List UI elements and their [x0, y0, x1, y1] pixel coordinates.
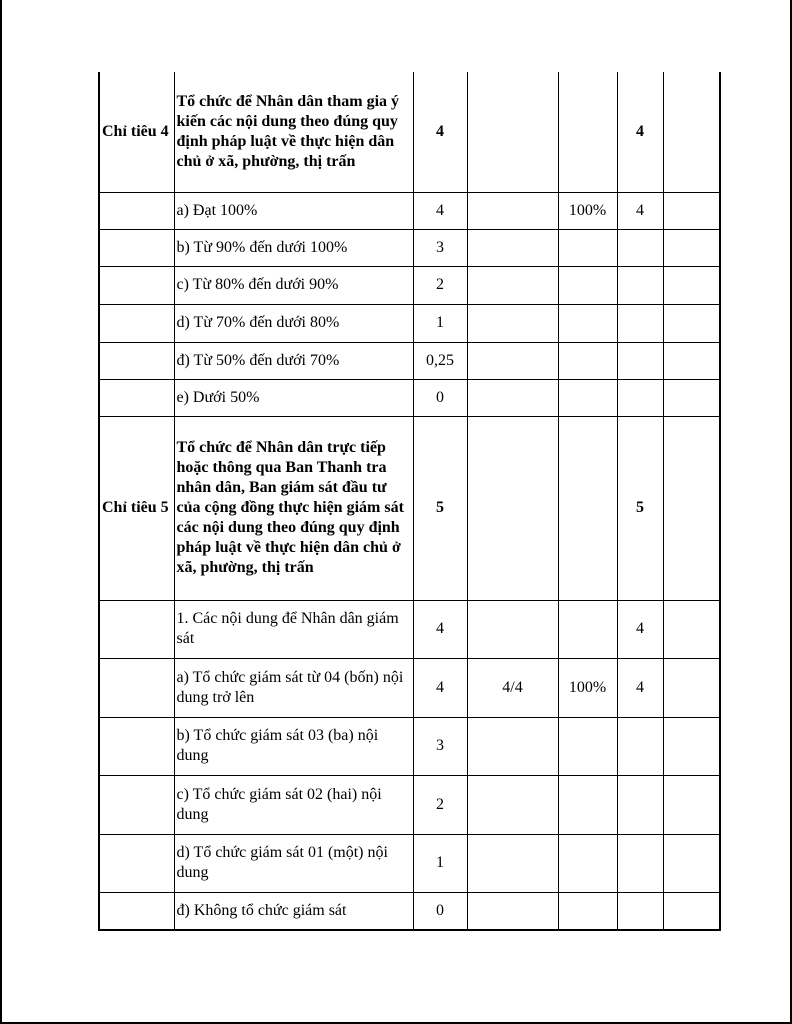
- table-row: [99, 342, 720, 379]
- table-row: [99, 229, 720, 266]
- criterion-description: Tổ chức để Nhân dân tham gia ý kiến các nội dung theo đúng quy định pháp luật về thực hiện dân chủ ở xã, phường, thị trấn: [174, 72, 413, 192]
- criterion-description: d) Tổ chức giám sát 01 (một) nội dung: [174, 834, 413, 892]
- result-cell: [467, 72, 558, 192]
- score-cell: 4: [617, 600, 663, 658]
- table-row: [99, 266, 720, 304]
- note-cell: [663, 342, 720, 379]
- criterion-label: Chỉ tiêu 4: [99, 72, 174, 192]
- result-cell: [467, 416, 558, 600]
- score-cell: [617, 717, 663, 775]
- score-cell: [617, 229, 663, 266]
- rate-cell: [558, 379, 617, 416]
- criterion-description: 1. Các nội dung để Nhân dân giám sát: [174, 600, 413, 658]
- criterion-label: [99, 600, 174, 658]
- criterion-label: [99, 717, 174, 775]
- result-cell: [467, 600, 558, 658]
- max-score-cell: 4: [413, 192, 467, 229]
- rate-cell: [558, 775, 617, 834]
- criterion-label: [99, 658, 174, 717]
- result-cell: [467, 379, 558, 416]
- criterion-label: [99, 775, 174, 834]
- max-score-cell: 1: [413, 304, 467, 342]
- note-cell: [663, 72, 720, 192]
- note-cell: [663, 892, 720, 930]
- note-cell: [663, 600, 720, 658]
- note-cell: [663, 658, 720, 717]
- note-cell: [663, 416, 720, 600]
- rate-cell: [558, 416, 617, 600]
- note-cell: [663, 717, 720, 775]
- criterion-label: [99, 266, 174, 304]
- rate-cell: [558, 266, 617, 304]
- max-score-cell: 1: [413, 834, 467, 892]
- table-row: [99, 192, 720, 229]
- score-cell: [617, 834, 663, 892]
- result-cell: [467, 304, 558, 342]
- note-cell: [663, 379, 720, 416]
- rate-cell: [558, 342, 617, 379]
- rate-cell: [558, 229, 617, 266]
- table-row: [99, 717, 720, 775]
- rate-cell: 100%: [558, 658, 617, 717]
- score-cell: [617, 892, 663, 930]
- max-score-cell: 4: [413, 72, 467, 192]
- max-score-cell: 0,25: [413, 342, 467, 379]
- note-cell: [663, 775, 720, 834]
- note-cell: [663, 834, 720, 892]
- criterion-description: đ) Từ 50% đến dưới 70%: [174, 342, 413, 379]
- note-cell: [663, 304, 720, 342]
- table-row: [99, 379, 720, 416]
- score-cell: [617, 342, 663, 379]
- result-cell: [467, 192, 558, 229]
- table-row: [99, 600, 720, 658]
- score-cell: 4: [617, 192, 663, 229]
- criterion-label: [99, 892, 174, 930]
- table-row: [99, 775, 720, 834]
- rate-cell: [558, 834, 617, 892]
- result-cell: [467, 717, 558, 775]
- criterion-label: [99, 379, 174, 416]
- criterion-description: c) Tổ chức giám sát 02 (hai) nội dung: [174, 775, 413, 834]
- criterion-description: a) Đạt 100%: [174, 192, 413, 229]
- rate-cell: [558, 717, 617, 775]
- score-cell: [617, 775, 663, 834]
- max-score-cell: 2: [413, 266, 467, 304]
- score-cell: 4: [617, 658, 663, 717]
- max-score-cell: 3: [413, 229, 467, 266]
- criterion-description: b) Tổ chức giám sát 03 (ba) nội dung: [174, 717, 413, 775]
- result-cell: [467, 266, 558, 304]
- criterion-description: c) Từ 80% đến dưới 90%: [174, 266, 413, 304]
- criterion-label: [99, 342, 174, 379]
- max-score-cell: 0: [413, 892, 467, 930]
- score-cell: 4: [617, 72, 663, 192]
- result-cell: [467, 892, 558, 930]
- score-cell: [617, 379, 663, 416]
- criterion-label: [99, 192, 174, 229]
- score-cell: [617, 266, 663, 304]
- criterion-description: d) Từ 70% đến dưới 80%: [174, 304, 413, 342]
- criterion-label: [99, 229, 174, 266]
- result-cell: [467, 775, 558, 834]
- rate-cell: [558, 72, 617, 192]
- page-border-left: [0, 0, 2, 1024]
- rate-cell: [558, 892, 617, 930]
- criterion-label: [99, 304, 174, 342]
- criterion-description: Tổ chức để Nhân dân trực tiếp hoặc thông qua Ban Thanh tra nhân dân, Ban giám sát đầu tư của cộng đồng thực hiện giám sát các nội dung theo đúng quy định pháp luật về thực hiện dân chủ ở xã, phường, thị trấn: [174, 416, 413, 600]
- criteria-table: [98, 72, 721, 931]
- max-score-cell: 5: [413, 416, 467, 600]
- criterion-description: b) Từ 90% đến dưới 100%: [174, 229, 413, 266]
- result-cell: [467, 834, 558, 892]
- table-row: [99, 416, 720, 600]
- result-cell: [467, 229, 558, 266]
- max-score-cell: 0: [413, 379, 467, 416]
- rate-cell: [558, 304, 617, 342]
- table-row: [99, 72, 720, 192]
- criterion-label: [99, 834, 174, 892]
- criterion-description: e) Dưới 50%: [174, 379, 413, 416]
- table-row: [99, 892, 720, 930]
- table-row: [99, 658, 720, 717]
- criterion-description: đ) Không tổ chức giám sát: [174, 892, 413, 930]
- max-score-cell: 4: [413, 600, 467, 658]
- table-row: [99, 304, 720, 342]
- max-score-cell: 2: [413, 775, 467, 834]
- score-cell: 5: [617, 416, 663, 600]
- criterion-label: Chỉ tiêu 5: [99, 416, 174, 600]
- note-cell: [663, 192, 720, 229]
- note-cell: [663, 266, 720, 304]
- score-cell: [617, 304, 663, 342]
- max-score-cell: 3: [413, 717, 467, 775]
- rate-cell: 100%: [558, 192, 617, 229]
- note-cell: [663, 229, 720, 266]
- criterion-description: a) Tổ chức giám sát từ 04 (bốn) nội dung trở lên: [174, 658, 413, 717]
- table-row: [99, 834, 720, 892]
- result-cell: 4/4: [467, 658, 558, 717]
- max-score-cell: 4: [413, 658, 467, 717]
- rate-cell: [558, 600, 617, 658]
- result-cell: [467, 342, 558, 379]
